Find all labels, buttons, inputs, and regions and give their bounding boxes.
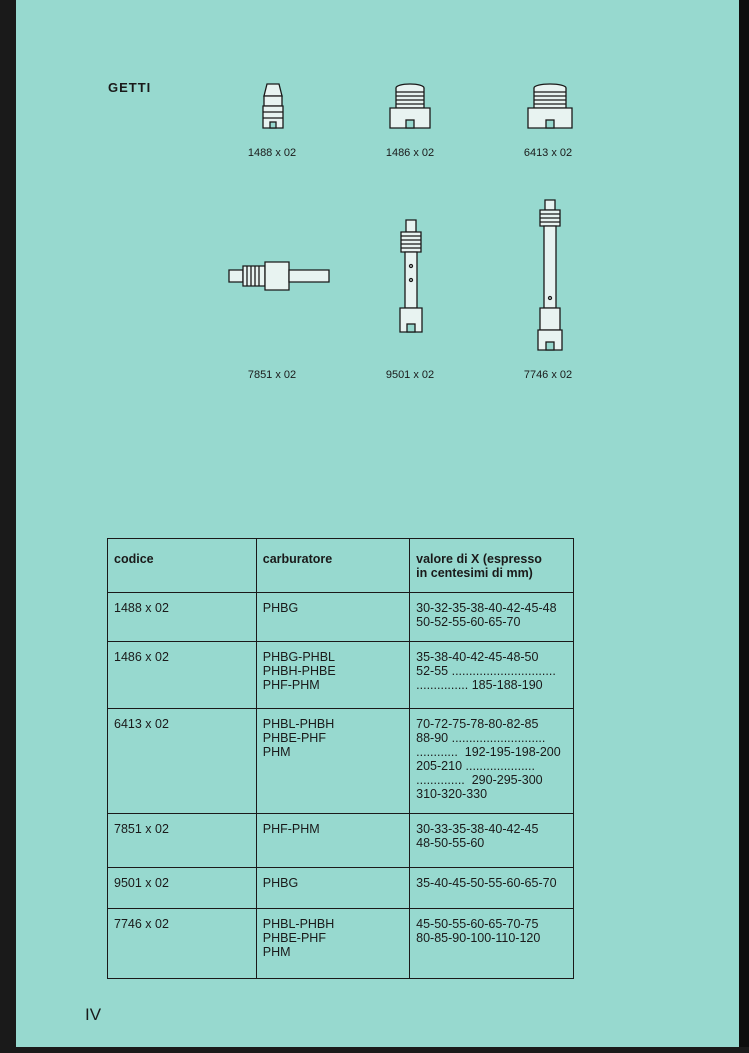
table-row [108,868,574,909]
valore-line: 35-38-40-42-45-48-50 [416,650,539,664]
page-edge-bottom [0,1047,749,1053]
page-edge-right [739,0,749,1053]
carburatore-line: PHF-PHM [262,678,320,692]
wide-threaded-jet-icon [524,80,576,136]
valore-line: 80-85-90-100-110-120 [416,931,541,945]
carburatore-line: PHBG-PHBL [262,650,335,664]
cell-valore [410,909,574,979]
carburatore-line: PHM [262,945,291,959]
valore-line: 48-50-55-60 [416,836,485,850]
tube-jet-icon [396,218,426,336]
part-caption: 1486 x 02 [385,147,435,159]
header-carburatore: carburatore [256,539,409,593]
table-row [108,814,574,868]
cell-valore [410,642,574,709]
valore-line: 52-55 .............................. [416,664,556,678]
carburatore-line: PHBG [262,876,299,890]
header-valore-line: valore di X (espresso in centesimi di mm) [416,552,542,580]
cell-codice: 1488 x 02 [108,593,257,642]
valore-line: ............ 192-195-198-200 [416,745,561,759]
cell-codice: 1486 x 02 [108,642,257,709]
cell-carburatore [256,909,409,979]
table-row [108,709,574,814]
horizontal-jet-icon [225,258,335,294]
cell-carburatore [256,709,409,814]
carburatore-line: PHBL-PHBH [262,717,335,731]
valore-line: ............... 185-188-190 [416,678,543,692]
threaded-jet-icon [386,80,434,136]
carburatore-line: PHM [262,745,291,759]
carburatore-line: PHBE-PHF [262,731,326,745]
carburatore-line: PHBE-PHF [262,931,326,945]
carburatore-line: PHBG [262,601,299,615]
valore-line: 30-33-35-38-40-42-45 [416,822,539,836]
cell-codice: 7746 x 02 [108,909,257,979]
valore-line: 70-72-75-78-80-82-85 [416,717,539,731]
table-header-row [108,539,574,593]
header-valore [410,539,574,593]
page-edge-left [0,0,16,1053]
long-tube-jet-icon [535,198,565,356]
cell-codice: 7851 x 02 [108,814,257,868]
jet-table [107,538,574,979]
carburatore-line: PHF-PHM [262,822,320,836]
cell-codice: 9501 x 02 [108,868,257,909]
cell-valore [410,814,574,868]
cell-carburatore [256,868,409,909]
valore-line: 30-32-35-38-40-42-45-48 [416,601,557,615]
valore-line: 88-90 ........................... [416,731,546,745]
valore-line: 50-52-55-60-65-70 [416,615,521,629]
table-row [108,909,574,979]
part-caption: 1488 x 02 [247,147,297,159]
part-caption: 9501 x 02 [385,369,435,381]
part-caption: 7851 x 02 [247,369,297,381]
table-row [108,642,574,709]
table-row [108,593,574,642]
part-caption: 7746 x 02 [523,369,573,381]
header-codice: codice [108,539,257,593]
valore-line: 205-210 .................... [416,759,535,773]
carburatore-line: PHBL-PHBH [262,917,335,931]
part-caption: 6413 x 02 [523,147,573,159]
cell-valore [410,868,574,909]
cell-carburatore [256,814,409,868]
page-number: IV [85,1005,102,1024]
cell-valore [410,709,574,814]
valore-line: 310-320-330 [416,787,488,801]
valore-line: 45-50-55-60-65-70-75 [416,917,539,931]
valore-line: 35-40-45-50-55-60-65-70 [416,876,557,890]
valore-line: .............. 290-295-300 [416,773,543,787]
tapered-jet-icon [258,80,288,134]
cell-carburatore [256,642,409,709]
cell-carburatore [256,593,409,642]
cell-codice: 6413 x 02 [108,709,257,814]
cell-valore [410,593,574,642]
carburatore-line: PHBH-PHBE [262,664,336,678]
section-title: GETTI [108,80,152,95]
